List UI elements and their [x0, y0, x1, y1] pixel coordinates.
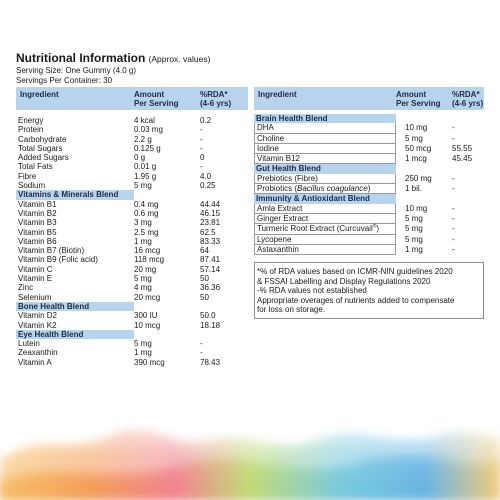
header-rda — [200, 90, 248, 110]
ingredient-name: Energy — [18, 116, 44, 125]
title-note: (Approx. values) — [148, 54, 211, 64]
servings-per-container: Servings Per Container: 30 — [16, 76, 113, 85]
ingredient-rda: - — [200, 348, 203, 358]
ingredient-name: Iodine — [254, 144, 396, 154]
ingredient-amount: 5 mg — [405, 133, 423, 143]
ingredient-amount: 300 IU — [134, 311, 158, 321]
table-row — [16, 237, 248, 246]
ingredient-amount: 20 mg — [134, 264, 157, 274]
table-row — [16, 339, 248, 348]
ingredient-amount: 1 mg — [134, 236, 152, 246]
table-row — [16, 348, 248, 357]
ingredient-rda: 62.5 — [200, 227, 216, 237]
group-gut-health: Gut Health Blend — [254, 164, 396, 173]
ingredient-amount: 3 mg — [134, 218, 152, 228]
ingredient-rda: 0.2 — [200, 116, 212, 125]
header-rda-line1: %RDA* — [200, 90, 228, 99]
header-amount — [396, 90, 452, 110]
header-amount-line2: Per Serving — [134, 99, 179, 108]
table-row — [254, 224, 484, 234]
ingredient-name-part: Probiotics ( — [257, 184, 298, 194]
table-row — [16, 218, 248, 227]
ingredient-rda: 45.45 — [452, 154, 473, 164]
ingredient-name-part: Turmeric Root Extract (Curcuvail — [257, 224, 373, 234]
ingredient-amount: 4 mg — [134, 283, 152, 293]
ingredient-name: Vitamin B6 — [18, 236, 57, 246]
ingredient-name: Choline — [254, 134, 396, 144]
table-row — [16, 153, 248, 162]
ingredient-name: Total Fats — [18, 162, 53, 172]
header-rda-line1: %RDA* — [452, 90, 480, 99]
group-eye-health: Eye Health Blend — [16, 330, 134, 339]
header-amount-line2: Per Serving — [396, 99, 441, 108]
ingredient-name: Vitamin C — [18, 264, 53, 274]
table-row — [254, 184, 484, 194]
ingredient-amount: 0.01 g — [134, 162, 157, 172]
ingredient-name — [254, 224, 396, 234]
ingredient-amount: 0 g — [134, 153, 146, 163]
ingredient-amount: 0.4 mg — [134, 199, 159, 209]
table-row — [254, 235, 484, 245]
table-row — [16, 246, 248, 255]
ingredient-amount: 5 mg — [134, 339, 152, 349]
right-table-header — [254, 87, 484, 110]
ingredient-name: Zinc — [18, 283, 34, 293]
header-amount-line1: Amount — [134, 90, 165, 99]
ingredient-amount: 1.95 g — [134, 171, 157, 181]
ingredient-amount: 118 mcg — [134, 255, 165, 265]
ingredient-amount: 5 mg — [134, 274, 152, 284]
footnotes-box — [254, 262, 484, 319]
ingredient-rda: - — [452, 224, 455, 234]
left-nutrition-table — [16, 87, 248, 367]
ingredient-rda: - — [200, 143, 203, 153]
ingredient-name: Vitamin A — [18, 357, 52, 367]
footnote-line: for loss on storage. — [257, 305, 326, 315]
ingredient-rda: - — [452, 213, 455, 223]
table-row — [16, 311, 248, 320]
table-row — [16, 116, 248, 125]
ingredient-rda: 4.0 — [200, 171, 212, 181]
ingredient-name — [254, 184, 396, 194]
table-row — [16, 125, 248, 134]
ingredient-rda: - — [200, 162, 203, 172]
table-row — [254, 174, 484, 184]
table-row — [16, 321, 248, 330]
ingredient-amount: 1 mg — [134, 348, 152, 358]
ingredient-name: Total Sugars — [18, 143, 63, 153]
ingredient-amount: 20 mcg — [134, 292, 161, 302]
header-rda-line2: (4-6 yrs) — [200, 99, 232, 108]
ingredient-rda: - — [200, 134, 203, 144]
ingredient-rda: - — [452, 173, 455, 183]
ingredient-amount: 0.6 mg — [134, 208, 159, 218]
ingredient-rda: - — [452, 184, 455, 194]
table-row — [254, 134, 484, 144]
ingredient-rda: 0 — [200, 153, 205, 163]
ingredient-rda: - — [200, 125, 203, 135]
ingredient-name: Amla Extract — [254, 204, 396, 214]
ingredient-amount: 0.125 g — [134, 143, 161, 153]
ingredient-rda: 23.81 — [200, 218, 221, 228]
right-table-body — [254, 110, 484, 255]
ingredient-name: Vitamin B7 (Biotin) — [18, 246, 85, 256]
serving-size: Serving Size: One Gummy (4.0 g) — [16, 66, 137, 75]
ingredient-name: Carbohydrate — [18, 134, 67, 144]
table-row — [254, 123, 484, 133]
table-row — [16, 200, 248, 209]
table-row — [16, 172, 248, 181]
ingredient-amount: 16 mcg — [134, 246, 161, 256]
ingredient-amount: 10 mcg — [134, 320, 161, 330]
table-row — [16, 228, 248, 237]
group-immunity-antioxidant: Immunity & Antioxidant Blend — [254, 194, 396, 203]
ingredient-name: Vitamin B2 — [18, 208, 57, 218]
ingredient-amount: 5 mg — [405, 224, 423, 234]
watercolor-wash-decoration — [0, 400, 500, 500]
ingredient-name-part: ) — [367, 184, 371, 194]
ingredient-amount: 2.5 mg — [134, 227, 159, 237]
table-row — [254, 144, 484, 154]
table-row — [16, 144, 248, 153]
ingredient-rda: - — [452, 123, 455, 133]
ingredient-rda: - — [452, 133, 455, 143]
ingredient-rda: 87.41 — [200, 255, 221, 265]
ingredient-amount: 5 mg — [405, 234, 423, 244]
ingredient-name: Vitamin B5 — [18, 227, 57, 237]
ingredient-amount: 5 mg — [405, 213, 423, 223]
ingredient-amount: 4 kcal — [134, 116, 155, 125]
table-row — [16, 255, 248, 264]
ingredient-name: Selenium — [18, 292, 52, 302]
ingredient-name: Added Sugars — [18, 153, 69, 163]
footnote-line: -% RDA values not established — [257, 286, 367, 296]
table-row — [16, 358, 248, 367]
table-row — [16, 293, 248, 302]
footnote-line: *% of RDA values based on ICMR-NIN guidelines 2020 — [257, 267, 453, 276]
ingredient-rda: 36.36 — [200, 283, 221, 293]
ingredient-name: Prebiotics (Fibre) — [254, 174, 396, 184]
right-nutrition-table — [254, 87, 484, 255]
ingredient-amount: 390 mcg — [134, 357, 165, 367]
header-ingredient: Ingredient — [20, 90, 59, 99]
ingredient-rda: 55.55 — [452, 143, 473, 153]
header-rda-line2: (4-6 yrs) — [452, 99, 484, 108]
ingredient-amount: 2.2 g — [134, 134, 152, 144]
ingredient-rda: - — [452, 234, 455, 244]
ingredient-name: Ginger Extract — [254, 214, 396, 224]
left-table-body — [16, 110, 248, 367]
table-row — [254, 214, 484, 224]
ingredient-rda: 46.15 — [200, 208, 221, 218]
ingredient-name: Vitamin D2 — [18, 311, 57, 321]
ingredient-rda: - — [452, 203, 455, 213]
table-row — [254, 204, 484, 214]
ingredient-amount: 1 bil. — [405, 184, 422, 194]
ingredient-rda: 78.43 — [200, 357, 221, 367]
ingredient-name: Vitamin B3 — [18, 218, 57, 228]
ingredient-rda: 18.18 — [200, 320, 221, 330]
ingredient-amount: 5 mg — [134, 181, 152, 191]
ingredient-name: Vitamin B1 — [18, 199, 57, 209]
ingredient-name: Vitamin E — [18, 274, 53, 284]
table-row — [254, 154, 484, 164]
ingredient-amount: 250 mg — [405, 173, 432, 183]
ingredient-name: DHA — [254, 123, 396, 133]
ingredient-name: Sodium — [18, 181, 46, 191]
ingredient-rda: 64 — [200, 246, 209, 256]
table-row — [16, 135, 248, 144]
table-row — [16, 274, 248, 283]
ingredient-rda: - — [200, 339, 203, 349]
ingredient-name: Lycopene — [254, 235, 396, 245]
ingredient-name: Lutein — [18, 339, 40, 349]
ingredient-name-italic: Bacillus coagulance — [297, 184, 368, 194]
ingredient-name-part: ) — [376, 224, 380, 234]
ingredient-name: Fibre — [18, 171, 37, 181]
ingredient-amount: 0.03 mg — [134, 125, 163, 135]
footnote-line: & FSSAI Labelling and Display Regulations 2020 — [257, 276, 431, 286]
table-row — [16, 283, 248, 292]
title-block — [16, 52, 210, 86]
ingredient-amount: 1 mg — [405, 244, 423, 254]
ingredient-rda: 0.25 — [200, 181, 216, 191]
registered-mark: ® — [372, 223, 377, 230]
table-row — [254, 245, 484, 255]
ingredient-rda: 50 — [200, 292, 209, 302]
table-row — [16, 181, 248, 190]
left-table-header — [16, 87, 248, 110]
group-bone-health: Bone Health Blend — [16, 302, 134, 311]
ingredient-name: Vitamin B9 (Folic acid) — [18, 255, 98, 265]
header-ingredient: Ingredient — [258, 90, 297, 99]
table-row — [16, 265, 248, 274]
ingredient-rda: 50.0 — [200, 311, 216, 321]
ingredient-rda: - — [452, 244, 455, 254]
header-amount — [134, 90, 200, 110]
header-amount-line1: Amount — [396, 90, 427, 99]
ingredient-rda: 50 — [200, 274, 209, 284]
ingredient-amount: 10 mg — [405, 123, 428, 133]
ingredient-amount: 50 mcg — [405, 143, 432, 153]
footnote-line: Appropriate overages of nutrients added to compensate — [257, 295, 455, 305]
group-vitamins-minerals: Vitamins & Minerals Blend — [16, 190, 134, 199]
ingredient-name: Zeaxanthin — [18, 348, 58, 358]
table-row — [16, 209, 248, 218]
title-line — [16, 52, 210, 66]
ingredient-amount: 1 mcg — [405, 154, 427, 164]
ingredient-name: Astaxanthin — [254, 245, 396, 255]
ingredient-name: Vitamin K2 — [18, 320, 57, 330]
page-title: Nutritional Information — [16, 51, 146, 65]
ingredient-amount: 10 mg — [405, 203, 428, 213]
ingredient-name: Vitamin B12 — [254, 154, 396, 164]
group-brain-health: Brain Health Blend — [254, 114, 396, 123]
header-rda — [452, 90, 484, 110]
ingredient-rda: 83.33 — [200, 236, 221, 246]
ingredient-name: Protein — [18, 125, 44, 135]
ingredient-rda: 57.14 — [200, 264, 221, 274]
ingredient-rda: 44.44 — [200, 199, 221, 209]
table-row — [16, 162, 248, 171]
